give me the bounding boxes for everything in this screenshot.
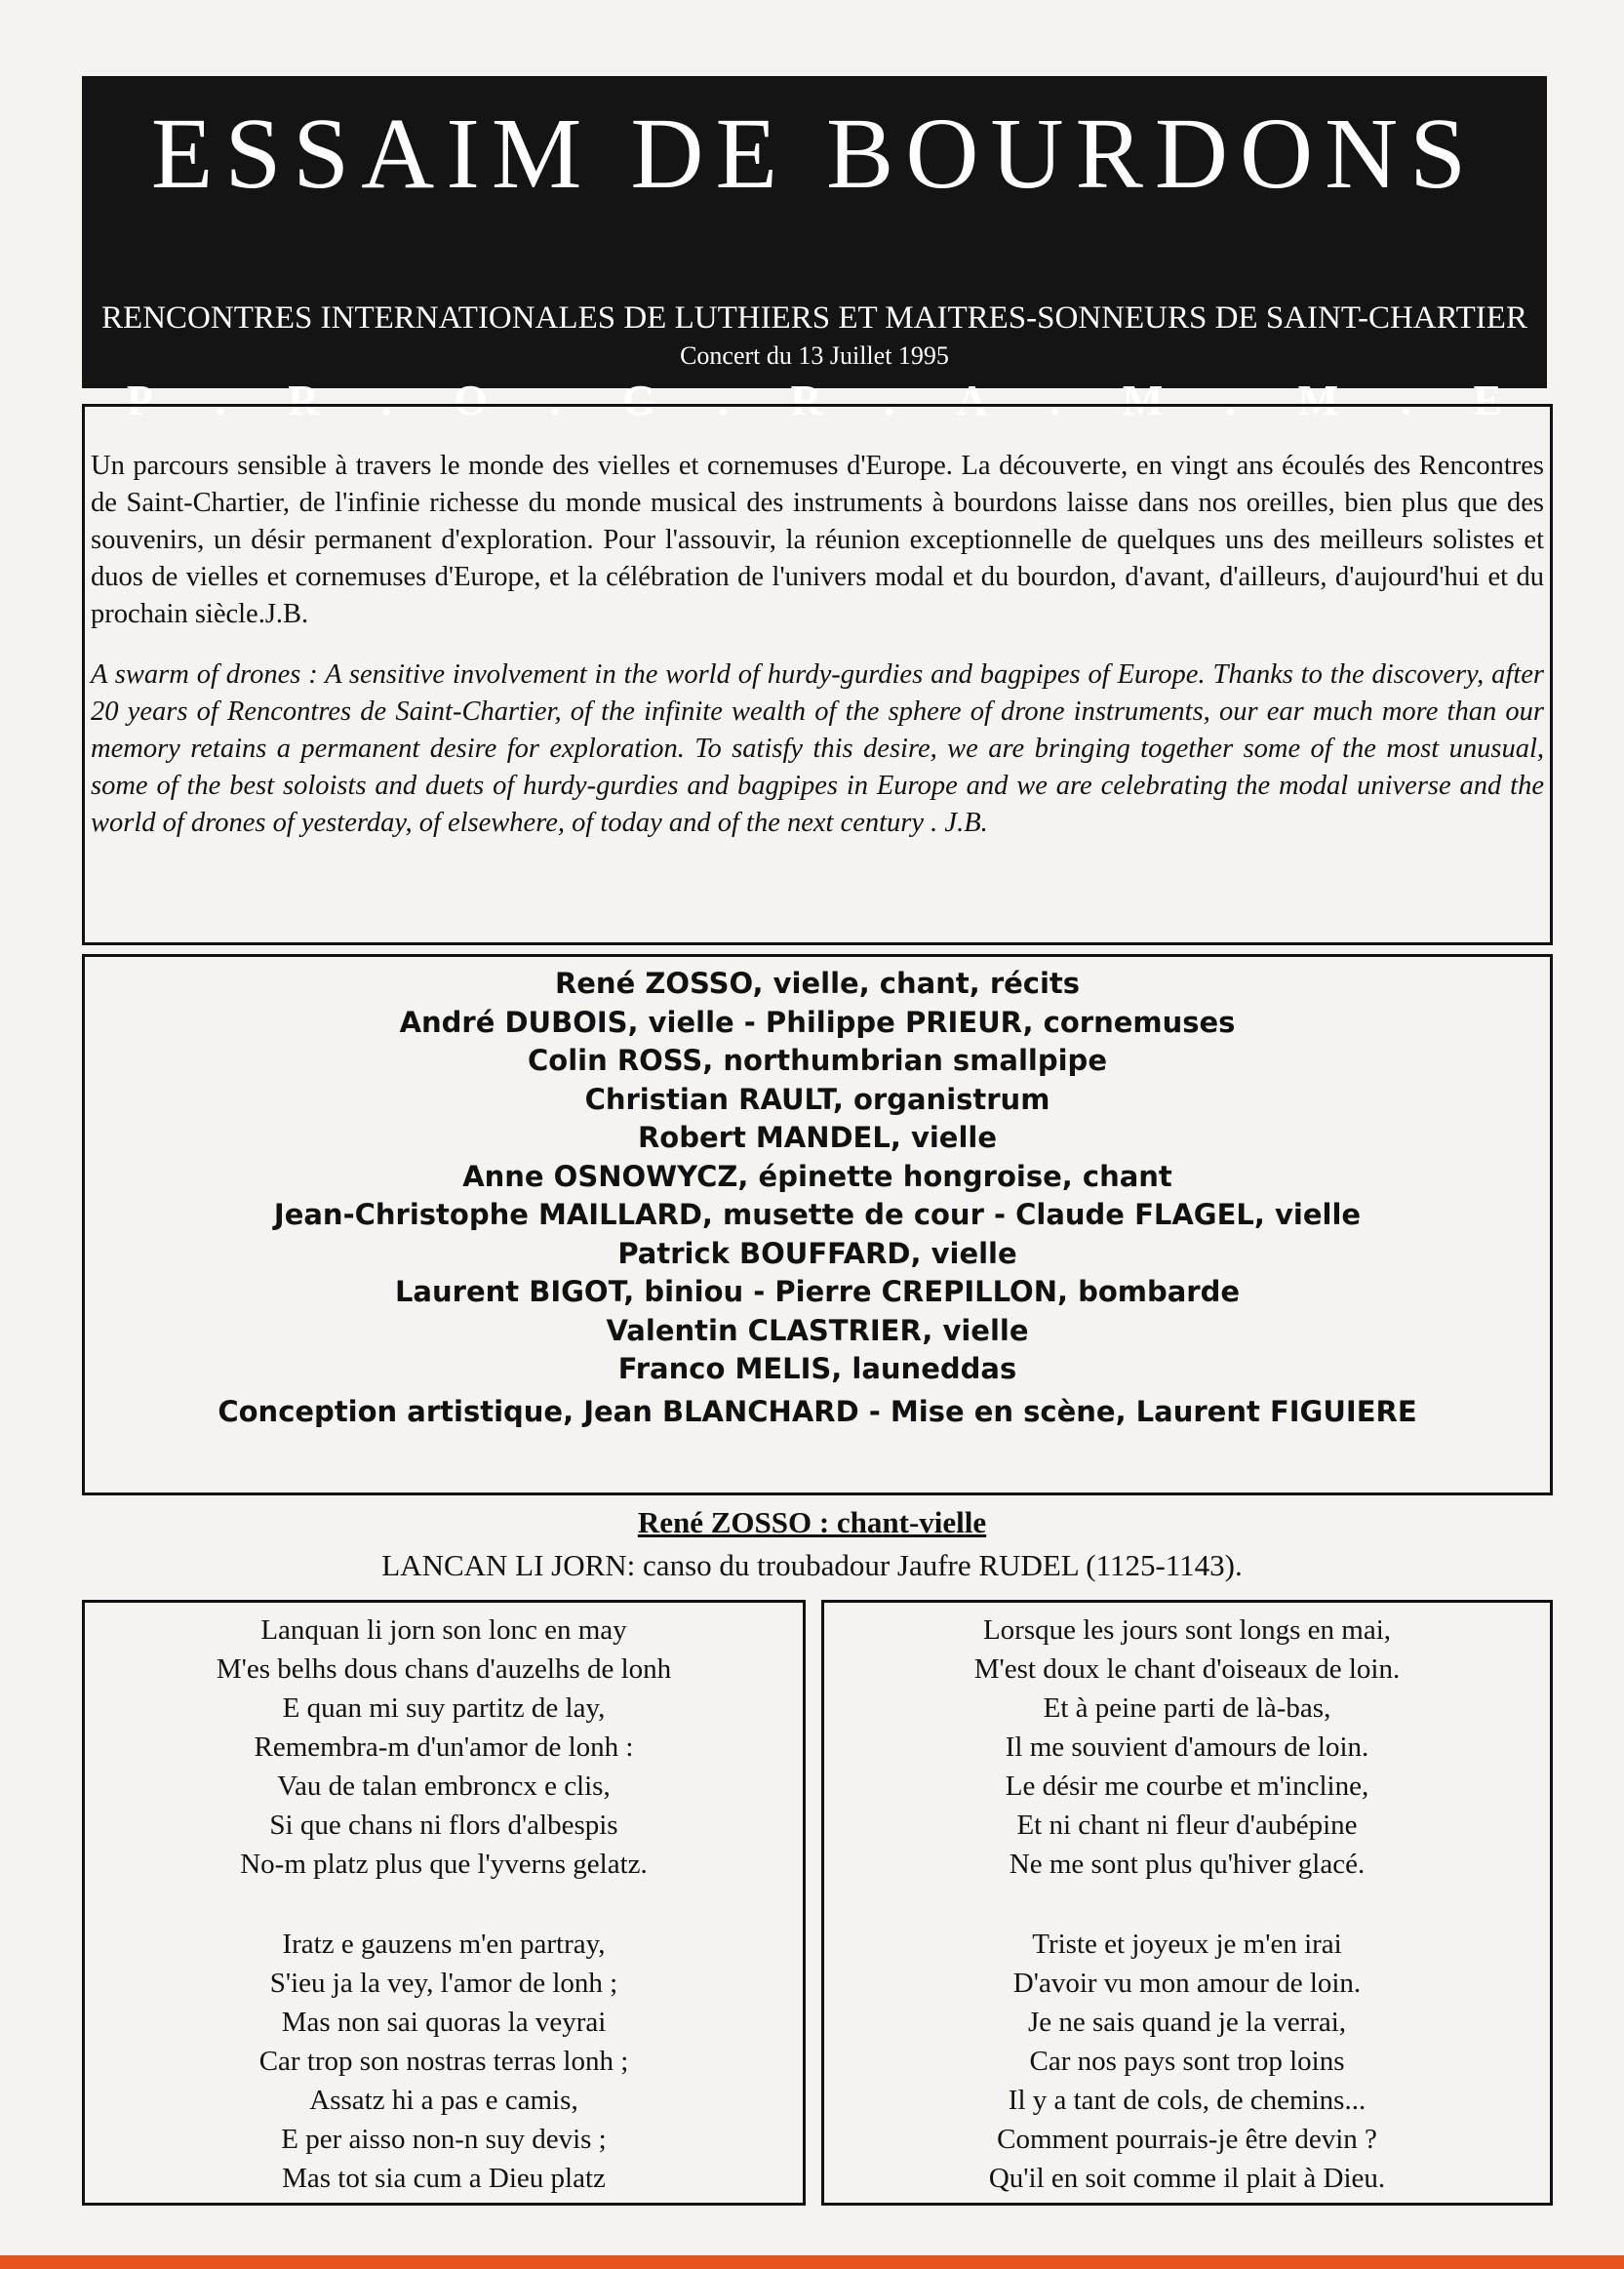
programme-letter: . — [215, 377, 226, 424]
programme-letter: R — [288, 377, 320, 424]
cast-line: Franco MELIS, launeddas — [617, 1352, 1017, 1385]
lyric-line: Ne me sont plus qu'hiver glacé. — [1009, 1849, 1366, 1880]
lyric-line: Iratz e gauzens m'en partray, — [282, 1929, 606, 1960]
programme-letter: . — [883, 377, 894, 424]
lyric-line: Il me souvient d'amours de loin. — [1005, 1732, 1369, 1763]
lyric-line: Il y a tant de cols, de chemins... — [1008, 2085, 1367, 2116]
lyrics-original — [82, 1600, 806, 2206]
programme-letter: P — [127, 377, 153, 424]
cast-line: Conception artistique, Jean BLANCHARD - Mise en scène, Laurent FIGUIERE — [218, 1394, 1417, 1428]
lyric-line: E quan mi suy partitz de lay, — [282, 1692, 606, 1724]
page-title: ESSAIM DE BOURDONS — [150, 98, 1479, 210]
programme-letter: . — [1400, 377, 1411, 424]
lyric-line: Qu'il en soit comme il plait à Dieu. — [988, 2163, 1386, 2194]
lyric-line: Comment pourrais-je être devin ? — [997, 2124, 1377, 2155]
lyric-line: Si que chans ni flors d'albespis — [269, 1810, 618, 1841]
lyric-line: No-m platz plus que l'yverns gelatz. — [240, 1849, 648, 1880]
programme-letter: R — [790, 377, 822, 424]
cast-list — [82, 954, 1553, 1495]
programme-letter: O — [454, 377, 488, 424]
programme-letter: M — [1297, 377, 1339, 424]
lyric-line: Remembra-m d'un'amor de lonh : — [254, 1732, 634, 1763]
section-title: René ZOSSO : chant-vielle — [637, 1505, 987, 1539]
programme-header — [82, 76, 1547, 424]
lyric-line: M'est doux le chant d'oiseaux de loin. — [973, 1653, 1401, 1685]
lyric-line: Le désir me courbe et m'incline, — [1005, 1771, 1369, 1802]
lyric-line: Assatz hi a pas e camis, — [309, 2085, 578, 2116]
lyric-line: Et ni chant ni fleur d'aubépine — [1016, 1810, 1358, 1841]
programme-letter: G — [621, 377, 656, 424]
cast-line: André DUBOIS, vielle - Philippe PRIEUR, cornemuses — [399, 1005, 1236, 1039]
lyric-line: E per aisso non-n suy devis ; — [281, 2124, 607, 2155]
intro-french: Un parcours sensible à travers le monde des vielles et cornemuses d'Europe. La découverte, en vingt ans écoulés des Rencontres de Saint-Chartier, de l'infinie richesse du monde musical des instruments à bourdons laisse dans nos oreilles, bien plus que des souvenirs, un désir permanent d'exploration. Pour l'assouvir, la réunion exceptionnelle de quelques uns des meilleurs solistes et duos de vielles et cornemuses d'Europe, et la célébration de l'univers modal et du bourdon, d'avant, d'ailleurs, d'aujourd'hui et du prochain siècle.J.B. — [91, 451, 1544, 629]
lyric-line: M'es belhs dous chans d'auzelhs de lonh — [216, 1653, 672, 1685]
programme-letter: . — [1050, 377, 1061, 424]
programme-letter: . — [380, 377, 392, 424]
lyric-line: S'ieu ja la vey, l'amor de lonh ; — [269, 1968, 618, 1999]
cast-line: Colin ROSS, northumbrian smallpipe — [527, 1044, 1107, 1077]
lyric-line: Je ne sais quand je la verrai, — [1027, 2007, 1347, 2038]
lyric-line: Et à peine parti de là-bas, — [1043, 1692, 1331, 1724]
cast-line: Robert MANDEL, vielle — [637, 1121, 998, 1154]
cast-line: Christian RAULT, organistrum — [584, 1082, 1050, 1116]
lyrics-translation — [821, 1600, 1553, 2206]
lyric-line: Car trop son nostras terras lonh ; — [258, 2046, 629, 2077]
programme-letter: E — [1473, 377, 1502, 424]
cast-line: Jean-Christophe MAILLARD, musette de cour - Claude FLAGEL, vielle — [273, 1198, 1362, 1231]
lyric-line: Mas tot sia cum a Dieu platz — [282, 2163, 606, 2194]
lyric-line: Car nos pays sont trop loins — [1029, 2046, 1345, 2077]
concert-date: Concert du 13 Juillet 1995 — [680, 341, 949, 370]
cast-line: Anne OSNOWYCZ, épinette hongroise, chant — [462, 1159, 1172, 1193]
lyric-line: Lanquan li jorn son lonc en may — [260, 1614, 627, 1646]
programme-letter: . — [549, 377, 561, 424]
cast-line: Valentin CLASTRIER, vielle — [606, 1313, 1029, 1347]
bottom-stripe — [0, 2255, 1624, 2269]
programme-letter: A — [956, 377, 988, 424]
programme-letter: M — [1122, 377, 1164, 424]
lyric-line: D'avoir vu mon amour de loin. — [1012, 1968, 1362, 1999]
programme-letter: . — [1224, 377, 1236, 424]
intro-box — [82, 404, 1553, 945]
lyric-line: Lorsque les jours sont longs en mai, — [982, 1614, 1392, 1646]
lyric-line: Triste et joyeux je m'en irai — [1032, 1929, 1342, 1960]
lyric-line: Vau de talan embroncx e clis, — [277, 1771, 611, 1802]
cast-line: René ZOSSO, vielle, chant, récits — [554, 967, 1081, 1000]
lyric-line: Mas non sai quoras la veyrai — [281, 2007, 607, 2038]
song-title: LANCAN LI JORN: canso du troubadour Jaufre RUDEL (1125-1143). — [381, 1548, 1243, 1582]
cast-line: Patrick BOUFFARD, vielle — [617, 1236, 1017, 1270]
programme-letter: . — [717, 377, 729, 424]
event-subtitle: RENCONTRES INTERNATIONALES DE LUTHIERS ET MAITRES-SONNEURS DE SAINT-CHARTIER — [101, 300, 1527, 336]
intro-english: A swarm of drones : A sensitive involvement in the world of hurdy-gurdies and bagpipes of Europe. Thanks to the discovery, after 20 years of Rencontres de Saint-Chartier, of the infinite wealth of the sphere of drone instruments, our ear much more than our memory retains a permanent desire for exploration. To satisfy this desire, we are bringing together some of the most unusual, some of the best soloists and duets of hurdy-gurdies and bagpipes in Europe and we are celebrating the modal universe and the world of drones of yesterday, of elsewhere, of today and of the next century . J.B. — [91, 659, 1544, 838]
cast-line: Laurent BIGOT, biniou - Pierre CREPILLON, bombarde — [394, 1275, 1241, 1308]
